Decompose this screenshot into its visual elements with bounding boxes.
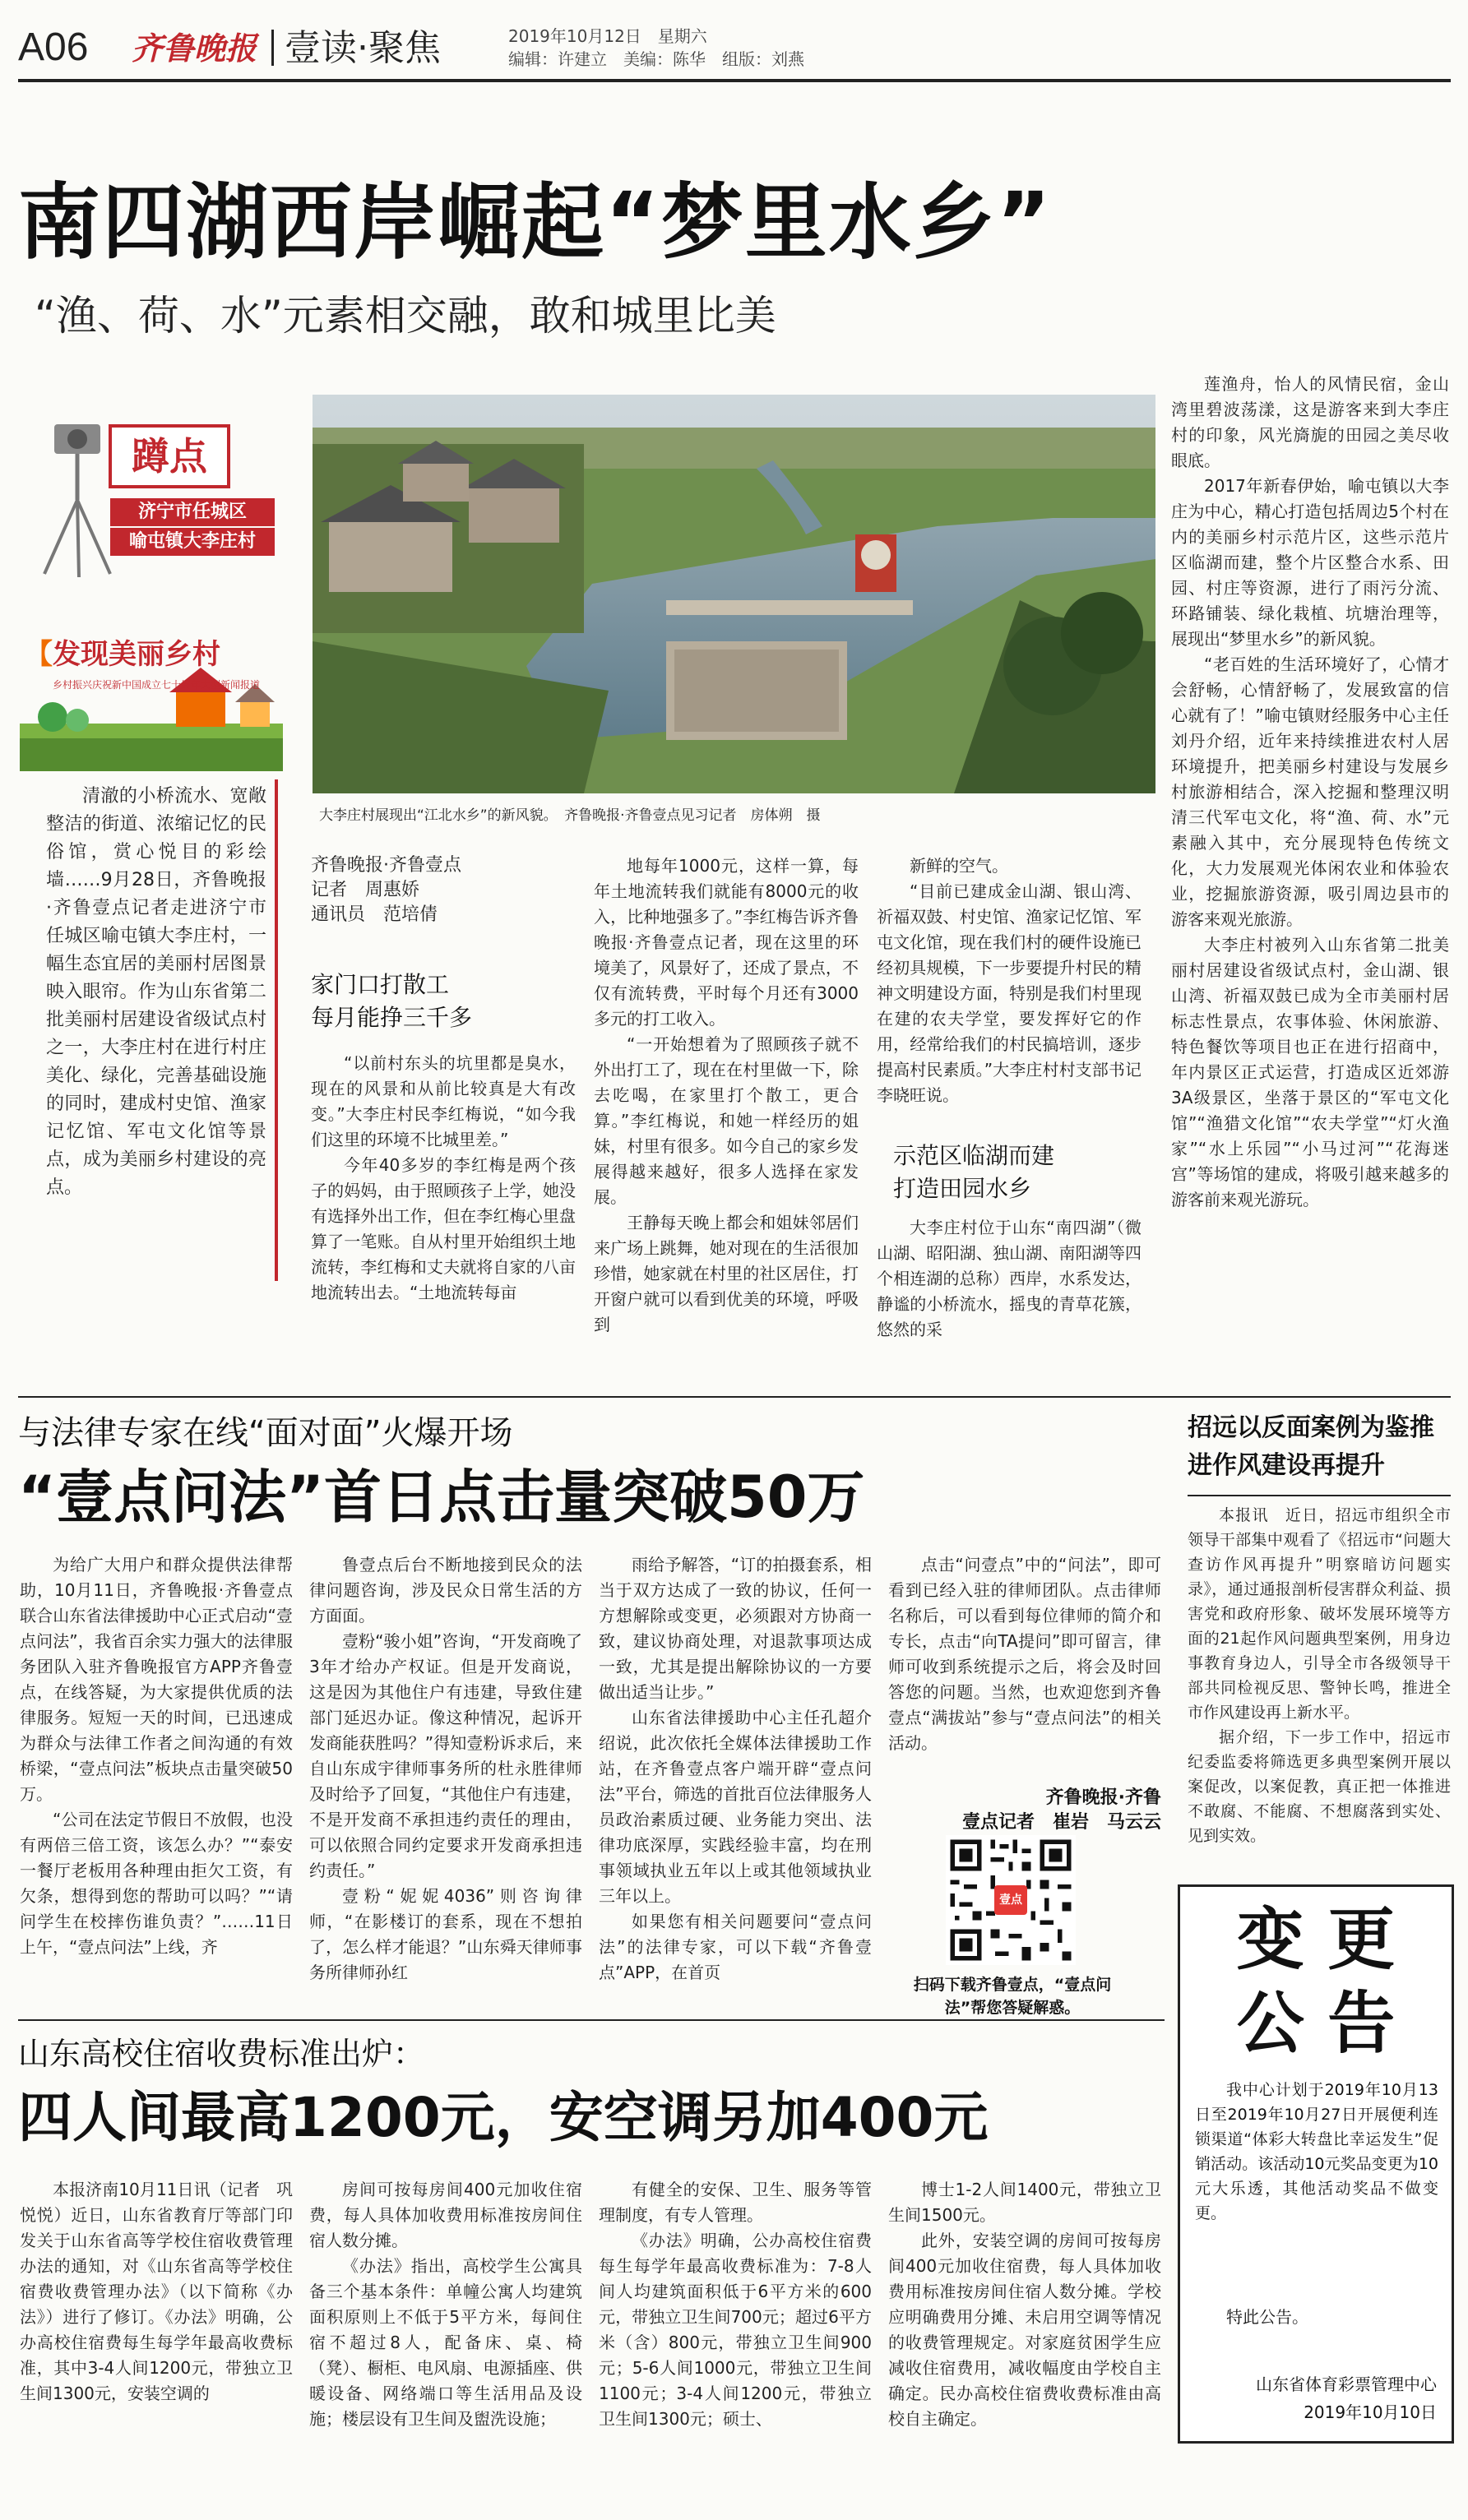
story3-body [1188,1503,1451,1878]
paragraph: 《办法》指出，高校学生公寓具备三个基本条件：单幢公寓人均建筑面积原则上不低于5平方米，每间住宿不超过8人，配备床、桌、椅（凳）、橱柜、电风扇、电源插座、供暖设备、网络端口等生活用品及设施；楼层设有卫生间及盥洗设施； [309,2256,582,2429]
paragraph: 地每年1000元，这样一算，每年土地流转我们就能有8000元的收入，比种地强多了。”李红梅告诉齐鲁晚报·齐鲁壹点记者，现在这里的环境美了，风景好了，还成了景点，不仅有流转费，平时每个月还有3000多元的打工收入。 [594,856,859,1029]
page-number: A06 [18,25,89,69]
subhead-2-line-1: 示范区临湖而建 [893,1142,1055,1169]
notice-box [1178,1884,1454,2444]
story1-lead-text: 清澈的小桥流水、宽敞整洁的街道、浓缩记忆的民俗馆，赏心悦目的彩绘墙……9月28日，齐鲁晚报·齐鲁壹点记者走进济宁市任城区喻屯镇大李庄村，一幅生态宜居的美丽村居图景映入眼帘。作为山东省第二批美丽村居建设省级试点村之一，大李庄村在进行村庄美化、绿化，完善基础设施的同时，建成村史馆、渔家记忆馆、军屯文化馆等景点，成为美丽乡村建设的亮点。 [46,786,266,1198]
notice-body [1195,2078,1438,2283]
photo-caption: 大李庄村展现出“江北水乡”的新风貌。 齐鲁晚报·齐鲁壹点见习记者 房体朔 摄 [319,807,821,824]
story2-col2 [309,1552,582,2013]
waterside-village-photo-icon [313,395,1155,793]
story1-col4a [877,853,1142,1126]
dundian-badge [28,401,275,582]
byline-line-3: 通讯员 范培倩 [311,904,438,925]
story1-subhead: “渔、荷、水”元素相交融，敢和城里比美 [35,292,776,340]
paragraph: 2017年新春伊始，喻屯镇以大李庄为中心，精心打造包括周边5个村在内的美丽乡村示范片区，这些示范片区临湖而建，整个片区整合水系、田园、村庄等资源，进行了雨污分流、环路铺装、绿化栽植、坑塘治理等，展现出“梦里水乡”的新风貌。 [1171,476,1449,649]
story2-col3 [599,1552,872,2013]
story1-byline [311,853,461,927]
paragraph: 据介绍，下一步工作中，招远市纪委监委将筛选更多典型案例开展以案促改，以案促教，真正把一体推进不敢腐、不能腐、不想腐落到实处、见到实效。 [1188,1728,1451,1845]
paragraph: 本报讯 近日，招远市组织全市领导干部集中观看了《招远市“问题大查访作风再提升”明察暗访问题实录》，通过通报剖析侵害群众利益、损害党和政府形象、破坏发展环境等方面的21起作风问题典型案例，用身边事教育身边人，引导全市各级领导干部共同检视反思、警钟长鸣，推进全市作风建设再上新水平。 [1188,1506,1451,1722]
story1-col5 [1171,372,1449,1386]
byline-line-2: 记者 周惠娇 [311,880,420,900]
byline-line-1: 齐鲁晚报·齐鲁壹点 [311,855,461,876]
subhead-1-line-2: 每月能挣三千多 [311,1004,473,1031]
story4-col3 [599,2177,872,2509]
paragraph: 本报济南10月11日讯（记者 巩悦悦）近日，山东省教育厅等部门印发关于山东省高等学校住宿收费管理办法的通知，对《山东省高等学校住宿费收费管理办法》（以下简称《办法》）进行了修订。《办法》明确，公办高校住宿费每生每学年最高收费标准，其中3-4人间1200元，带独立卫生间1300元，安装空调的 [20,2180,293,2403]
story2-kicker: 与法律专家在线“面对面”火爆开场 [18,1414,513,1452]
paragraph: 新鲜的空气。 [910,856,1008,876]
issue-date: 2019年10月12日 星期六 [508,26,707,46]
story1-col4b [877,1215,1142,1386]
paragraph: 房间可按每房间400元加收住宿费，每人具体加收费用标准按房间住宿人数分摊。 [309,2180,582,2250]
campaign-banner [20,631,283,771]
story1-lead [46,783,266,1202]
story4-col1 [20,2177,293,2509]
notice-org: 山东省体育彩票管理中心 [1256,2374,1437,2394]
story1-bottom-rule [18,1396,1451,1398]
story2-col1 [20,1552,293,2013]
paragraph: “一开始想着为了照顾孩子就不外出打工了，现在在村里做一下，除去吃喝，在家里打个散工，更合算。”李红梅说，和她一样经历的姐妹，村里有很多。如今自己的家乡发展得越来越好，很多人选择在家发展。 [594,1034,859,1207]
story2-col4 [888,1552,1161,1779]
paragraph: 壹粉“骏小姐”咨询，“开发商晚了3年才给办产权证。但是开发商说，这是因为其他住户有违建，导致住建部门延迟办证。像这种情况，起诉开发商能获胜吗？”得知壹粉诉求后，来自山东成宇律师事务所的杜永胜律师及时给予了回复，“其他住户有违建，不是开发商不承担违约责任的理由，可以依照合同约定要求开发商承担违约责任。” [309,1631,582,1880]
masthead-rule [18,79,1451,82]
story4-headline: 四人间最高1200元，安空调另加400元 [18,2086,989,2149]
story4-col4 [888,2177,1161,2509]
location-line-1: 济宁市任城区 [110,498,275,526]
notice-date: 2019年10月10日 [1304,2402,1437,2422]
paragraph: 壹粉“妮妮4036”则咨询律师，“在影楼订的套系，现在不想拍了，怎么样才能退？”山东舜天律师事务所律师孙红 [309,1886,582,1982]
paragraph: 《办法》明确，公办高校住宿费每生每学年最高收费标准为：7-8人间人均建筑面积低于6平方米的600元，带独立卫生间700元；超过6平方米（含）800元，带独立卫生间900元；5-6人间1000元，带独立卫生间1100元；3-4人间1200元，带独立卫生间1300元；硕士、 [599,2231,872,2429]
story2-byline-2: 壹点记者 崔岩 马云云 [961,1812,1161,1833]
section-title: 壹读·聚焦 [285,27,441,69]
paragraph: “目前已建成金山湖、银山湾、祈福双鼓、村史馆、渔家记忆馆、军屯文化馆，现在我们村的硬件设施已经初具规模，下一步要提升村民的精神文明建设方面，特别是我们村里现在建的农夫学堂，要发挥好它的作用，经常给我们的村民搞培训，逐步提高村民素质。”大李庄村村支部书记李晓旺说。 [877,881,1142,1105]
paragraph: “公司在法定节假日不放假，也没有两倍三倍工资，该怎么办？”“泰安一餐厅老板用各种理由拒欠工资，有欠条，想得到您的帮助可以吗？”“请问学生在校摔伤谁负责？”……11日上午，“壹点问法”上线，齐 [20,1810,293,1957]
paragraph: 莲渔舟，怡人的风情民宿，金山湾里碧波荡漾，这是游客来到大李庄村的印象，风光旖旎的田园之美尽收眼底。 [1171,374,1449,470]
campaign-subtitle: 乡村振兴庆祝新中国成立七十周年大型新闻报道 [53,679,261,691]
paragraph: 点击“问壹点”中的“问法”，即可看到已经入驻的律师团队。点击律师名称后，可以看到每位律师的简介和专长，点击“向TA提问”即可留言，律师可收到系统提示之后，将会及时回答您的问题。当然，也欢迎您到齐鲁壹点“满拔站”参与“壹点问法”的相关活动。 [888,1555,1161,1753]
paragraph: 今年40多岁的李红梅是两个孩子的妈妈，由于照顾孩子上学，她没有选择外出工作，但在李红梅心里盘算了一笔账。自从村里开始组织土地流转，李红梅和丈夫就将自家的八亩地流转出去。“土地流转每亩 [311,1155,576,1302]
story1-headline: 南四湖西岸崛起“梦里水乡” [18,174,1053,270]
story3-headline-text: 招远以反面案例为鉴推进作风建设再提升 [1188,1413,1434,1480]
masthead-divider [271,30,274,66]
lead-box-rule [275,779,278,1281]
paragraph: “以前村东头的坑里都是臭水，现在的风景和从前比较真是大有改变。”大李庄村民李红梅说，“如今我们这里的环境不比城里差。” [311,1053,576,1149]
story2-headline: “壹点问法”首日点击量突破50万 [18,1463,865,1531]
paragraph: 为给广大用户和群众提供法律帮助，10月11日，齐鲁晚报·齐鲁壹点联合山东省法律援助中心正式启动“壹点问法”，我省百余实力强大的法律服务团队入驻齐鲁晚报官方APP齐鲁壹点，在线答疑，为大家提供优质的法律服务。短短一天的时间，已迅速成为群众与法律工作者之间沟通的有效桥梁，“壹点问法”板块点击量突破50万。 [20,1555,293,1804]
paragraph: 此外，安装空调的房间可按每房间400元加收住宿费，每人具体加收费用标准按房间住宿人数分摊。学校应明确费用分摊、未启用空调等情况的收费管理规定。对家庭贫困学生应减收住宿费用，减收幅度由学校自主确定。民办高校住宿费收费标准由高校自主确定。 [888,2231,1161,2429]
location-line-2: 喻屯镇大李庄村 [110,528,275,556]
paragraph: 如果您有相关问题要问“壹点问法”的法律专家，可以下载“齐鲁壹点”APP，在首页 [599,1912,872,1982]
story4-col2 [309,2177,582,2509]
paper-logo: 齐鲁晚报 [132,30,257,67]
qr-caption: 扫码下载齐鲁壹点，“壹点问法”帮您答疑解惑。 [913,1976,1112,2017]
village-photo [313,395,1155,793]
subhead-2-line-2: 打造田园水乡 [893,1175,1032,1202]
paragraph: 有健全的安保、卫生、服务等管理制度，有专人管理。 [599,2180,872,2225]
qr-code[interactable] [946,1835,1076,1965]
notice-body-text: 我中心计划于2019年10月13日至2019年10月27日开展便利连锁渠道“体彩大转盘比幸运发生”促销活动。该活动10元奖品变更为10元大乐透，其他活动奖品不做变更。 [1195,2081,1438,2222]
paragraph: 大李庄村被列入山东省第二批美丽村居建设省级试点村，金山湖、银山湾、祈福双鼓已成为全市美丽村居标志性景点，农事体验、休闲旅游、特色餐饮等项目也正在进行招商中，年内景区正式运营，打造成区近郊游3A级景区，坐落于景区的“军屯文化馆”“渔猎文化馆”“农夫学堂”“灯火渔家”“水上乐园”“小马过河”“花海迷宫”等场馆的建成，将吸引越来越多的游客前来观光游玩。 [1171,935,1449,1209]
story3-rule [1188,1495,1451,1496]
story4-top-rule [18,2019,1165,2021]
story4-kicker: 山东高校住宿收费标准出炉： [18,2036,425,2072]
story1-subhead-1 [311,969,472,1034]
paragraph: 山东省法律援助中心主任孔超介绍说，此次依托全媒体法律援助工作站，在齐鲁壹点客户端开辟“壹点问法”平台，筛选的首批百位法律服务人员政治素质过硬、业务能力突出、法律功底深厚，实践经验丰富，均在刑事领域执业五年以上或其他领域执业三年以上。 [599,1708,872,1906]
story1-col3 [594,853,859,1386]
editors-credit: 编辑：许建立 美编：陈华 组版：刘燕 [508,49,804,69]
qr-logo: 壹点 [994,1885,1027,1915]
notice-title-2: 公 告 [1236,1984,1396,2063]
story1-col2 [311,1051,576,1386]
paragraph: 雨给予解答，“订的拍摄套系，相当于双方达成了一致的协议，任何一方想解除或变更，必须跟对方协商一致，建议协商处理，对退款事项达成一致，尤其是提出解除协议的一方要做出适当让步。” [599,1555,872,1702]
campaign-title: 【发现美丽乡村 [25,638,220,671]
notice-title-1: 变 更 [1236,1900,1396,1979]
notice-closing: 特此公告。 [1226,2307,1308,2327]
story1-subhead-2 [893,1140,1054,1205]
paragraph: 大李庄村位于山东“南四湖”（微山湖、昭阳湖、独山湖、南阳湖等四个相连湖的总称）西岸，水系发达，静谧的小桥流水，摇曳的青草花簇，悠然的采 [877,1218,1142,1339]
paragraph: “老百姓的生活环境好了，心情才会舒畅，心情舒畅了，发展致富的信心就有了！”喻屯镇财经服务中心主任刘丹介绍，近年来持续推进农村人居环境提升，把美丽乡村建设与发展乡村旅游相结合，深入挖掘和整理汉明清三代军屯文化，将“渔、荷、水”元素融入其中，充分展现特色传统文化，大力发展观光体闲农业和体验农业，挖掘旅游资源，吸引周边县市的游客来观光旅游。 [1171,654,1449,929]
story2-byline-1: 齐鲁晚报·齐鲁 [1045,1787,1161,1808]
dundian-label: 蹲点 [109,424,230,488]
story3-headline [1188,1409,1451,1485]
paragraph: 鲁壹点后台不断地接到民众的法律问题咨询，涉及民众日常生活的方方面面。 [309,1555,582,1625]
subhead-1-line-1: 家门口打散工 [311,971,450,998]
paragraph: 王静每天晚上都会和姐妹邻居们来广场上跳舞，她对现在的生活很加珍惜，她家就在村里的社区居住，打开窗户就可以看到优美的环境，呼吸到 [594,1213,859,1334]
campaign-title-text: 发现美丽乡村 [53,638,220,671]
story2-byline [888,1786,1161,1835]
paragraph: 博士1-2人间1400元，带独立卫生间1500元。 [888,2180,1161,2225]
